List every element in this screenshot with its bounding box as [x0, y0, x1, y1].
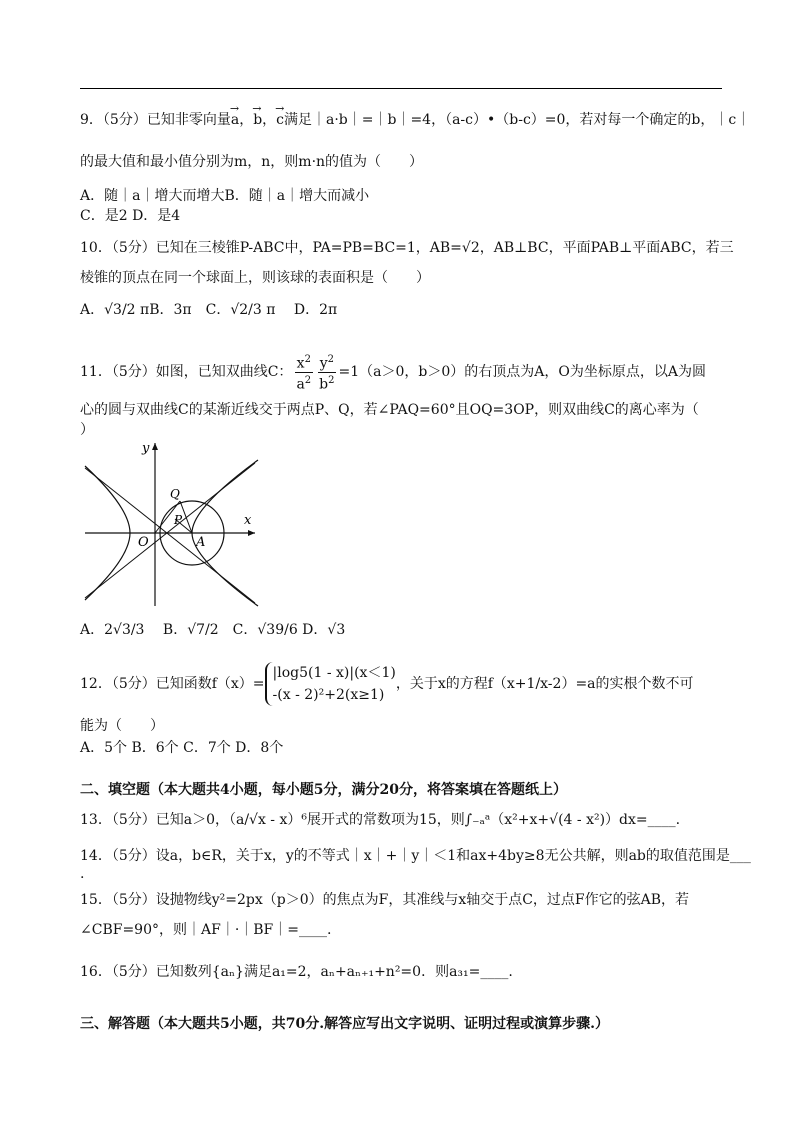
q16-line: 16．（5分）已知数列{aₙ}满足a₁=2，aₙ+aₙ₊₁+n²=0．则a₃₁=____.: [80, 964, 513, 980]
hyperbola-x-term: $\frac{x^2}{a^2}$: [296, 354, 312, 393]
label-p: P: [174, 513, 183, 527]
label-q: Q: [170, 487, 180, 501]
q15-line1: 15．（5分）设抛物线y²=2px（p＞0）的焦点为F，其准线与x轴交于点C，过点F作它的弦AB，若: [80, 892, 690, 908]
q11-prefix: 11．（5分）如图，已知双曲线C：: [80, 364, 293, 381]
piece-2: -(x - 2)²+2(x≥1): [272, 687, 385, 703]
q12-suffix: ，关于x的方程f（x+1/x-2）=a的实根个数不可: [395, 676, 694, 692]
label-a: A: [196, 535, 206, 550]
q10-line1: 10．（5分）已知在三棱锥P-ABC中，PA=PB=BC=1，AB=√2，AB⊥BC，平面PAB⊥平面ABC，若三: [80, 240, 734, 256]
q9-option-ab: A．随｜a｜增大而增大B．随｜a｜增大而减小: [80, 188, 370, 204]
header-rule: [80, 88, 722, 89]
q9-line2: 的最大值和最小值分别为m，n，则m·n的值为（ ）: [80, 154, 424, 170]
label-y: y: [142, 441, 150, 456]
q10-options: A．√3/2 πB．3π C．√2/3 π D．2π: [80, 302, 338, 318]
x-axis-arrow: [248, 530, 255, 536]
hyperbola-figure: [80, 438, 265, 608]
q12-line1: [80, 662, 694, 706]
q14-line1: 14．（5分）设a，b∈R，关于x，y的不等式｜x｜+｜y｜＜1和ax+4by≥8无公共解，则ab的取值范围是___: [80, 848, 751, 864]
q14-line2: .: [80, 866, 85, 882]
section-3-heading: 三、解答题（本大题共5小题，共70分.解答应写出文字说明、证明过程或演算步骤.）: [80, 1016, 609, 1032]
q9-prefix: 9．（5分）已知非零向量: [80, 112, 231, 128]
section-2-heading: 二、填空题（本大题共4小题，每小题5分，满分20分，将答案填在答题纸上）: [80, 782, 567, 798]
label-o: O: [138, 535, 149, 550]
piece-1: |log5(1 - x)|(x＜1): [272, 665, 396, 681]
asymptote-2: [85, 463, 255, 598]
hyperbola-y-term: $\frac{y^2}{b^2}$: [319, 354, 335, 393]
piecewise-function: [265, 662, 396, 706]
q15-line2: ∠CBF=90°，则｜AF｜·｜BF｜=____.: [80, 922, 332, 938]
label-x: x: [244, 513, 252, 528]
q9-condition: 满足｜a·b｜=｜b｜=4，（a-c）•（b-c）=0，若对每一个确定的b，｜c｜: [284, 112, 751, 128]
q12-line2: 能为（ ）: [80, 718, 164, 734]
q9-option-cd: C．是2 D．是4: [80, 208, 181, 224]
q11-line2: 心的圆与双曲线C的某渐近线交于两点P、Q，若∠PAQ=60°且OQ=3OP，则双曲线C的离心率为（: [80, 402, 699, 418]
q9-line1: 9．（5分）已知非零向量→ a，→ b，→ c满足｜a·b｜=｜b｜=4，（a-c）•（b-c）=0，若对每一个确定的b，｜c｜: [80, 110, 750, 130]
q11-line1: [80, 352, 706, 392]
q11-line3: ）: [80, 422, 94, 438]
q11-suffix: =1（a＞0，b＞0）的右顶点为A，O为坐标原点，以A为圆: [338, 364, 706, 381]
y-axis-arrow: [152, 443, 158, 450]
q13-line: 13．（5分）已知a＞0，（a/√x - x）⁶展开式的常数项为15，则∫₋ₐᵃ（x²+x+√(4 - x²)）dx=____.: [80, 812, 681, 828]
q10-line2: 棱锥的顶点在同一个球面上，则该球的表面积是（ ）: [80, 270, 430, 286]
q12-options: A．5个 B．6个 C．7个 D．8个: [80, 740, 284, 756]
q11-options: A．2√3/3 B．√7/2 C．√39/6 D．√3: [80, 622, 346, 638]
q12-prefix: 12．（5分）已知函数f（x）=: [80, 676, 265, 692]
